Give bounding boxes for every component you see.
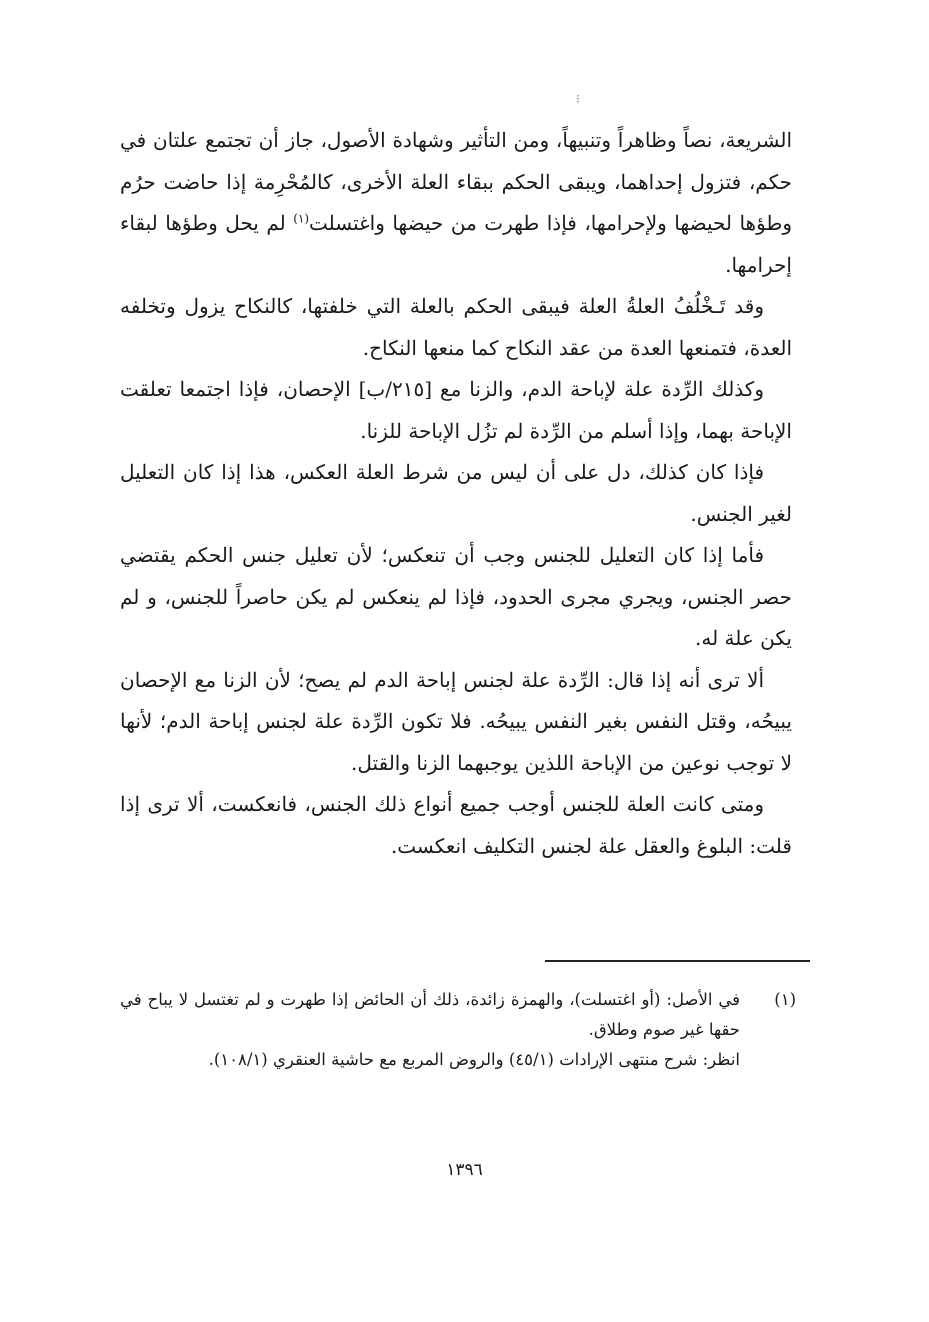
footnote-line-2: انظر: شرح منتهى الإرادات (٤٥/١) والروض المربع مع حاشية العنقري (١٠٨/١).: [208, 1050, 740, 1069]
footnote-line-1: في الأصل: (أو اغتسلت)، والهمزة زائدة، ذلك أن الحائض إذا طهرت و لم تغتسل لا يباح في حقها غير صوم وطلاق.: [120, 990, 740, 1039]
paragraph-5: فأما إذا كان التعليل للجنس وجب أن تنعكس؛ لأن تعليل جنس الحكم يقتضي حصر الجنس، ويجري مجرى الحدود، فإذا لم ينعكس لم يكن حاصراً للجنس، و لم يكن علة له.: [120, 543, 792, 650]
paragraph-7: ومتى كانت العلة للجنس أوجب جميع أنواع ذلك الجنس، فانعكست، ألا ترى إذا قلت: البلوغ والعقل علة لجنس التكليف انعكست.: [120, 792, 792, 858]
header-mark: ⁝: [576, 92, 580, 106]
footnote-1: [120, 985, 810, 1075]
paragraph-3: وكذلك الرِّدة علة لإباحة الدم، والزنا مع [٢١٥/ب] الإحصان، فإذا اجتمعا تعلقت الإباحة بهما، وإذا أسلم من الرِّدة لم تزُل الإباحة للزنا.: [120, 377, 792, 443]
footnote-marker: (١): [774, 990, 796, 1009]
paragraph-1-text-end: لم يحل وطؤها لبقاء إحرامها.: [120, 211, 792, 277]
footnote-reference[interactable]: (١): [293, 211, 310, 226]
page-number: ١٣٩٦: [446, 1160, 483, 1180]
paragraph-4: فإذا كان كذلك، دل على أن ليس من شرط العلة العكس، هذا إذا كان التعليل لغير الجنس.: [120, 460, 792, 526]
main-text: [120, 120, 792, 867]
paragraph-2: وقد تَـخْلُفُ العلةُ العلة فيبقى الحكم بالعلة التي خلفتها، كالنكاح يزول وتخلفه العدة، فتمنعها العدة من عقد النكاح كما منعها النكاح.: [120, 294, 792, 360]
paragraph-6: ألا ترى أنه إذا قال: الرِّدة علة لجنس إباحة الدم لم يصح؛ لأن الزنا مع الإحصان يبيحُه، وقتل النفس بغير النفس يبيحُه. فلا تكون الرِّدة علة لجنس إباحة الدم؛ لأنها لا توجب نوعين من الإباحة اللذين يوجبهما الزنا والقتل.: [120, 667, 792, 775]
paragraph-1: [120, 120, 792, 286]
paragraph-1-text: الشريعة، نصاً وظاهراً وتنبيهاً، ومن التأثير وشهادة الأصول، جاز أن تجتمع علتان في حكم، فتزول إحداهما، ويبقى الحكم ببقاء العلة الأخرى، كالمُحْرِمة إذا حاضت حرُم وطؤها لحيضها ولإحرامها، فإذا طهرت من حيضها واغتسلت: [120, 128, 793, 235]
footnotes: [120, 985, 810, 1075]
footnote-divider: [545, 960, 810, 962]
